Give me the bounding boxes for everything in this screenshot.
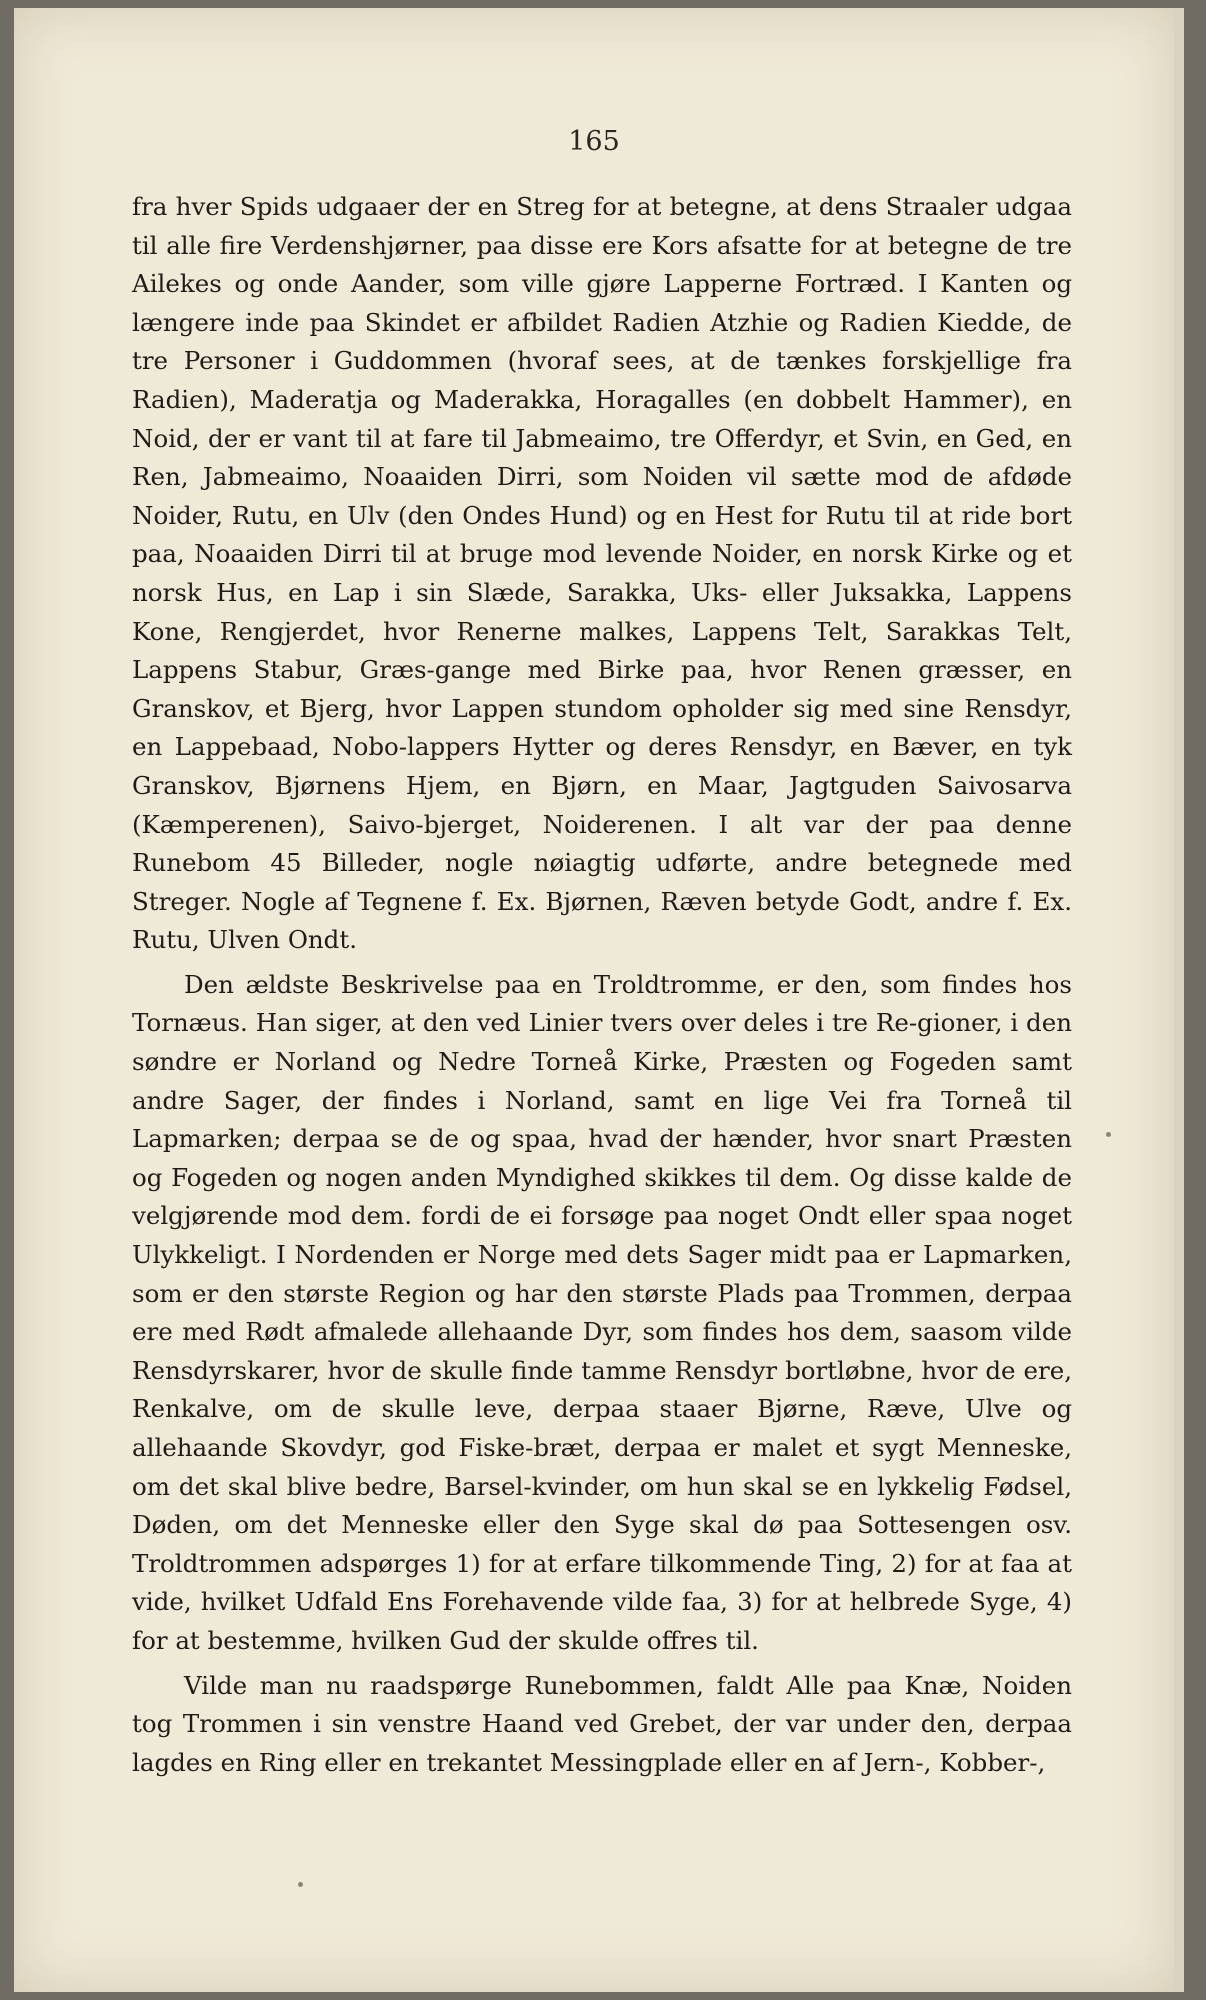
paragraph-1: fra hver Spids udgaaer der en Streg for at betegne, at dens Straaler udgaa til alle fire Verdenshjørner, paa disse ere Kors afsatte for at betegne de tre Ailekes og onde Aander, som ville gjøre Lapperne Fortræd. I Kanten og længere inde paa Skindet er afbildet Radien Atzhie og Radien Kiedde, de tre Personer i Guddommen (hvoraf sees, at de tænkes forskjellige fra Radien), Maderatja og Maderakka, Horagalles (en dobbelt Hammer), en Noid, der er vant til at fare til Jabmeaimo, tre Offerdyr, et Svin, en Ged, en Ren, Jabmeaimo, Noaaiden Dirri, som Noiden vil sætte mod de afdøde Noider, Rutu, en Ulv (den Ondes Hund) og en Hest for Rutu til at ride bort paa, Noaaiden Dirri til at bruge mod levende Noider, en norsk Kirke og et norsk Hus, en Lap i sin Slæde, Sarakka, Uks- eller Juksakka, Lappens Kone, Rengjerdet, hvor Renerne malkes, Lappens Telt, Sarakkas Telt, Lappens Stabur, Græs-gange med Birke paa, hvor Renen græsser, en Granskov, et Bjerg, hvor Lappen stundom opholder sig med sine Rensdyr, en Lappebaad, Nobo-lappers Hytter og deres Rensdyr, en Bæver, en tyk Granskov, Bjørnens Hjem, en Bjørn, en Maar, Jagtguden Saivosarva (Kæmperenen), Saivo-bjerget, Noiderenen. I alt var der paa denne Runebom 45 Billeder, nogle nøiagtig udførte, andre betegnede med Streger. Nogle af Tegnene f. Ex. Bjørnen, Ræven betyde Godt, andre f. Ex. Rutu, Ulven Ondt. (132, 192, 1072, 955)
paper-speck (298, 1882, 303, 1887)
page-number: 165 (568, 126, 620, 157)
paragraph-2: Den ældste Beskrivelse paa en Troldtromme, er den, som findes hos Tornæus. Han siger, at den ved Linier tvers over deles i tre Re-gioner, i den søndre er Norland og Nedre Torneå Kirke, Præsten og Fogeden samt andre Sager, der findes i Norland, samt en lige Vei fra Torneå til Lapmarken; derpaa se de og spaa, hvad der hænder, hvor snart Præsten og Fogeden og nogen anden Myndighed skikkes til dem. Og disse kalde de velgjørende mod dem. fordi de ei forsøge paa noget Ondt eller spaa noget Ulykkeligt. I Nordenden er Norge med dets Sager midt paa er Lapmarken, som er den største Region og har den største Plads paa Trommen, derpaa ere med Rødt afmalede allehaande Dyr, som findes hos dem, saasom vilde Rensdyrskarer, hvor de skulle finde tamme Rensdyr bortløbne, hvor de ere, Renkalve, om de skulle leve, derpaa staaer Bjørne, Ræve, Ulve og allehaande Skovdyr, god Fiske-bræt, derpaa er malet et sygt Menneske, om det skal blive bedre, Barsel-kvinder, om hun skal se en lykkelig Fødsel, Døden, om det Menneske eller den Syge skal dø paa Sottesengen osv. Troldtrommen adspørges 1) for at erfare tilkommende Ting, 2) for at faa at vide, hvilket Udfald Ens Forehavende vilde faa, 3) for at helbrede Syge, 4) for at bestemme, hvilken Gud der skulde offres til. (132, 969, 1072, 1655)
paper-speck (1106, 1132, 1111, 1137)
book-page (14, 8, 1184, 1992)
body-text (132, 188, 1072, 1782)
paragraph-3: Vilde man nu raadspørge Runebommen, faldt Alle paa Knæ, Noiden tog Trommen i sin venstre Haand ved Grebet, der var under den, derpaa lagdes en Ring eller en trekantet Messingplade eller en af Jern-, Kobber-, (132, 1670, 1072, 1777)
